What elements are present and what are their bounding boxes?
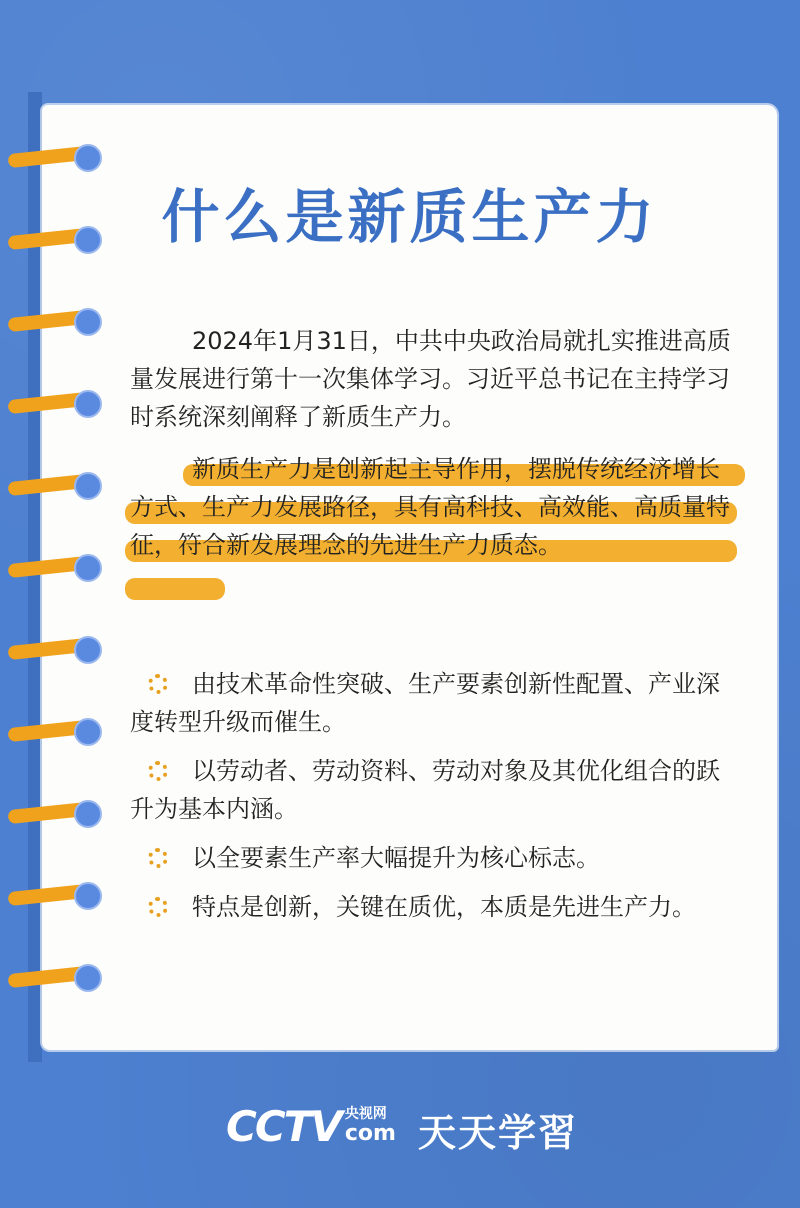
list-item-text: 由技术革命性突破、生产要素创新性配置、产业深度转型升级而催生。	[130, 670, 720, 736]
spiral-ring	[0, 878, 110, 918]
cctv-logo	[226, 1098, 396, 1154]
circle-arrows-icon	[148, 761, 168, 781]
circle-arrows-icon	[148, 897, 168, 917]
footer	[0, 1050, 800, 1208]
list-item-text: 以全要素生产率大幅提升为核心标志。	[192, 844, 600, 872]
circle-arrows-icon	[148, 674, 168, 694]
spiral-ring	[0, 304, 110, 344]
list-item-text: 特点是创新，关键在质优，本质是先进生产力。	[192, 893, 696, 921]
circle-arrows-icon	[148, 848, 168, 868]
list-item	[130, 888, 740, 926]
list-item	[130, 665, 740, 741]
cctv-wordmark: CCTV	[226, 1101, 341, 1151]
spiral-ring	[0, 714, 110, 754]
definition-paragraph: 新质生产力是创新起主导作用，摆脱传统经济增长方式、生产力发展路径，具有高科技、高效能、高质量特征，符合新发展理念的先进生产力质态。	[130, 455, 730, 559]
spiral-ring	[0, 550, 110, 590]
page-title: 什么是新质生产力	[161, 183, 658, 251]
brand-logo: 天天学習	[418, 1110, 579, 1155]
cctv-cn-label: 央视网	[344, 1106, 387, 1122]
spiral-ring	[0, 468, 110, 508]
spiral-ring	[0, 632, 110, 672]
spiral-ring	[0, 960, 110, 1000]
list-item	[130, 752, 740, 828]
spiral-ring	[0, 386, 110, 426]
list-item	[130, 839, 740, 877]
cctv-com-label: com	[344, 1121, 396, 1146]
spiral-ring	[0, 796, 110, 836]
bullet-list	[130, 665, 740, 937]
intro-paragraph: 2024年1月31日，中共中央政治局就扎实推进高质量发展进行第十一次集体学习。习近平总书记在主持学习时系统深刻阐释了新质生产力。	[130, 327, 731, 431]
list-item-text: 以劳动者、劳动资料、劳动对象及其优化组合的跃升为基本内涵。	[130, 757, 720, 823]
